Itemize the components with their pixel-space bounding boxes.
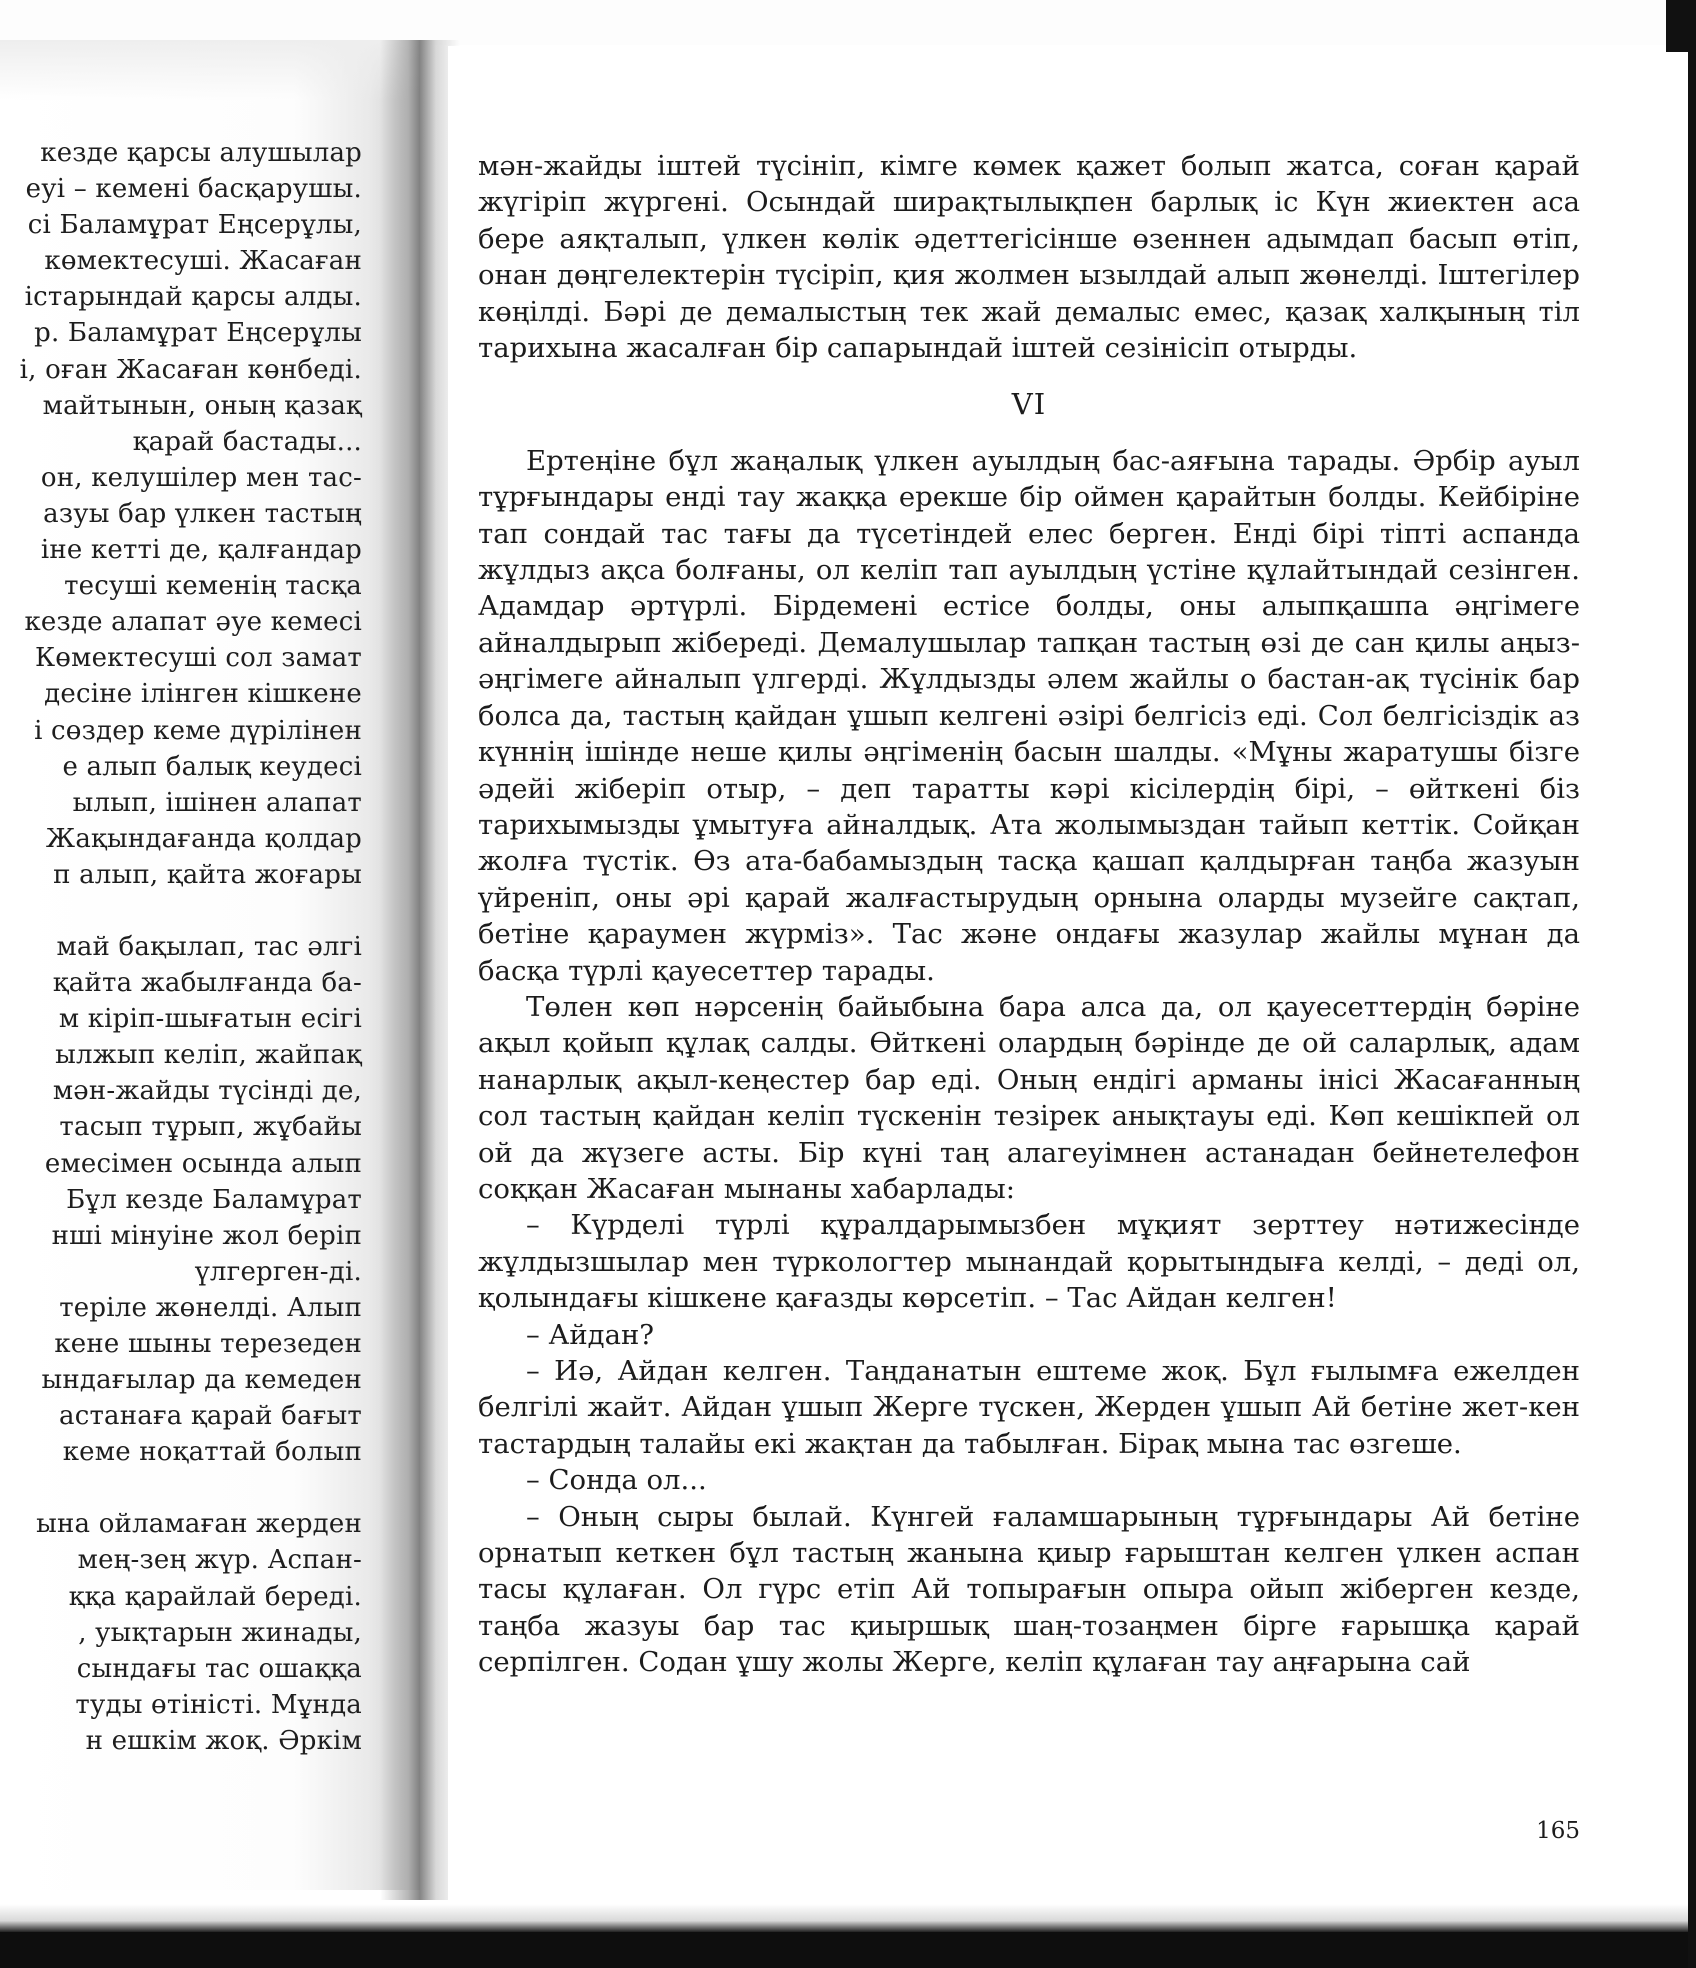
left-line: қайта жабылғанда ба- bbox=[52, 968, 362, 999]
scanner-bottom-frame bbox=[0, 1932, 1696, 1968]
paragraph: – Сонда ол... bbox=[526, 1464, 707, 1497]
left-line: нші мінуіне жол беріп bbox=[51, 1220, 362, 1251]
left-line: көмектесуші. Жасаған bbox=[44, 246, 362, 277]
left-line: , уықтарын жинады, bbox=[78, 1617, 362, 1648]
left-line: тасып тұрып, жұбайы bbox=[59, 1112, 362, 1143]
left-page-shadow bbox=[0, 40, 420, 100]
chapter-heading: VI bbox=[1011, 387, 1047, 422]
left-line: майтынын, оның қазақ bbox=[42, 390, 362, 421]
left-line: ына ойламаған жерден bbox=[36, 1509, 362, 1540]
right-page-text bbox=[478, 148, 1580, 1681]
left-line: тесуші кеменің тасқа bbox=[64, 571, 362, 602]
paragraph: Төлен көп нәрсенің байыбына бара алса да, ол қауесеттердің бәріне ақыл қойып құлақ салды. Өйткені олардың бәрінде де ой саларлық, адам нанарлық ақыл-кеңестер бар еді. Оның ендігі арманы інісі Жасағанның сол тастың қайдан келіп түскенін тезірек анықтауы еді. Көп кешікпей ол ой да жүзеге асты. Бір күні таң алагеуімнен астанадан бейнетелефон соққан Жасаған мынаны хабарлады: bbox=[478, 990, 1580, 1205]
left-line: қарай бастады... bbox=[132, 426, 362, 457]
left-line: е алып балық кеудесі bbox=[62, 751, 362, 782]
left-line: м кіріп-шығатын есігі bbox=[58, 1004, 362, 1035]
left-line-gap bbox=[2, 893, 362, 929]
left-line: кене шыны терезеден bbox=[54, 1329, 362, 1359]
page-bottom-edge bbox=[0, 1904, 1696, 1932]
left-line: еуі – кемені басқарушы. bbox=[25, 174, 362, 205]
left-line: ылжып келіп, жайпақ bbox=[55, 1040, 362, 1071]
paragraph: – Күрделі түрлі құралдарымызбен мұқият зерттеу нәтижесінде жұлдызшылар мен түркологтер мынандай қорытындыға келді, – деді ол, қолындағы кішкене қағазды көрсетіп. – Тас Айдан келген! bbox=[478, 1209, 1580, 1315]
left-line: мең-зең жүр. Аспан- bbox=[77, 1545, 362, 1576]
left-page bbox=[0, 40, 420, 1890]
left-line: ындағылар да кемеден bbox=[41, 1365, 362, 1396]
left-line: емесімен осында алып bbox=[44, 1148, 362, 1179]
left-line: кезде алапат әуе кемесі bbox=[24, 607, 362, 638]
left-line: ылып, ішінен алапат bbox=[72, 787, 362, 818]
left-line: теріле жөнелді. Алып bbox=[59, 1292, 362, 1323]
left-line-gap bbox=[2, 1470, 362, 1506]
page-number: 165 bbox=[1536, 1818, 1580, 1844]
paragraph: – Айдан? bbox=[526, 1318, 655, 1351]
paragraph: – Иә, Айдан келген. Таңданатын ештеме жоқ. Бұл ғылымға ежелден белгілі жайт. Айдан ұшып Жерге түскен, Жерден ұшып Ай бетіне жет-кен тастардың талайы екі жақтан да табылған. Бірақ мына тас өзгеше. bbox=[478, 1355, 1580, 1460]
scanner-corner bbox=[1666, 0, 1696, 52]
left-line: кезде қарсы алушылар bbox=[40, 138, 362, 168]
left-line: р. Баламұрат Еңсерұлы bbox=[34, 318, 362, 349]
left-line: іне кетті де, қалғандар bbox=[40, 535, 362, 566]
left-line: үлгерген-ді. bbox=[195, 1256, 362, 1287]
left-line: Бұл кезде Баламұрат bbox=[66, 1184, 362, 1215]
left-page-text bbox=[2, 135, 362, 1759]
left-line: мән-жайды түсінді де, bbox=[52, 1076, 362, 1107]
left-line: Жақындағанда қолдар bbox=[45, 823, 362, 854]
left-line: Көмектесуші сол замат bbox=[34, 643, 362, 674]
scanner-right-frame bbox=[1688, 0, 1696, 1968]
left-line: істарындай қарсы алды. bbox=[24, 282, 362, 313]
left-line: і, оған Жасаған көнбеді. bbox=[19, 354, 362, 385]
left-line: сі Баламұрат Еңсерұлы, bbox=[27, 210, 362, 241]
paragraph-continuation: мән-жайды іштей түсініп, кімге көмек қажет болып жатса, соған қарай жүгіріп жүргені. Осындай ширақтылықпен барлық іс Күн жиектен аса бере аяқталып, үлкен көлік әдеттегісінше өзеннен адымдап басып өтіп, онан дөңгелектерін түсіріп, қия жолмен ызылдай алып жөнелді. Іштегілер көңілді. Бәрі де демалыстың тек жай демалыс емес, қазақ халқының тіл тарихына жасалған бір сапарындай іштей сезінісіп отырды. bbox=[478, 150, 1580, 365]
paragraph: – Оның сыры былай. Күнгей ғаламшарының тұрғындары Ай бетіне орнатып кеткен бұл тастың жанына қиыр ғарыштан келген үлкен аспан тасы құлаған. Ол гүрс етіп Ай топырағын опыра ойып жіберген кезде, таңба жазуы бар тас қиыршық шаң-тозаңмен бірге ғарышқа қарай серпілген. Содан ұшу жолы Жерге, келіп құлаған тау аңғарына сай bbox=[478, 1500, 1580, 1679]
left-line: май бақылап, тас әлгі bbox=[56, 931, 362, 962]
left-line: десіне ілінген кішкене bbox=[44, 679, 362, 710]
left-line: сындағы тас ошаққа bbox=[76, 1653, 362, 1684]
left-line: н ешкім жоқ. Әркім bbox=[85, 1725, 362, 1756]
scanner-top-margin bbox=[0, 0, 1696, 45]
left-line: кеме ноқаттай болып bbox=[62, 1437, 362, 1468]
left-line: п алып, қайта жоғары bbox=[53, 859, 362, 890]
left-line: астанаға қарай бағыт bbox=[59, 1401, 362, 1432]
paragraph: Ертеңіне бұл жаңалық үлкен ауылдың бас-аяғына тарады. Әрбір ауыл тұрғындары енді тау жаққа ерекше бір оймен қарайтын болды. Кейбіріне тап сондай тас тағы да түсетіндей елес берген. Енді бірі тіпті аспанда жұлдыз ақса болғаны, ол келіп тап ауылдың үстіне құлайтындай сезінген. Адамдар әртүрлі. Бірдемені естісе болды, оны алыпқашпа әңгімеге айналдырып жібереді. Демалушылар тапқан тастың өзі де сан қилы аңыз-әңгімеге айналып үлгерді. Жұлдызды әлем жайлы о бастан-ақ түсінік бар болса да, тастың қайдан ұшып келгені әзірі белгісіз еді. Сол белгісіздік аз күннің ішінде неше қилы әңгіменің басын шалды. «Мұны жаратушы бізге әдейі жіберіп отыр, – деп таратты кәрі кісілердің бірі, – өйткені біз тарихымызды ұмытуға айналдық. Ата жолымыздан тайып кеттік. Сойқан жолға түстік. Өз ата-бабамыздың тасқа қашап қалдырған таңба жазуын үйреніп, оны әрі қарай жалғастырудың орнына оларды музейге сақтап, бетіне қараумен жүрміз». Тас және ондағы жазулар жайлы мұнан да басқа түрлі қауесеттер тарады. bbox=[478, 444, 1580, 987]
left-line: ққа қарайлай береді. bbox=[68, 1581, 362, 1612]
left-line: азуы бар үлкен тастың bbox=[43, 498, 362, 529]
left-line: туды өтіністі. Мұнда bbox=[75, 1689, 362, 1720]
left-line: і сөздер кеме дүрілінен bbox=[34, 715, 362, 746]
left-line: он, келушілер мен тас- bbox=[40, 462, 362, 493]
